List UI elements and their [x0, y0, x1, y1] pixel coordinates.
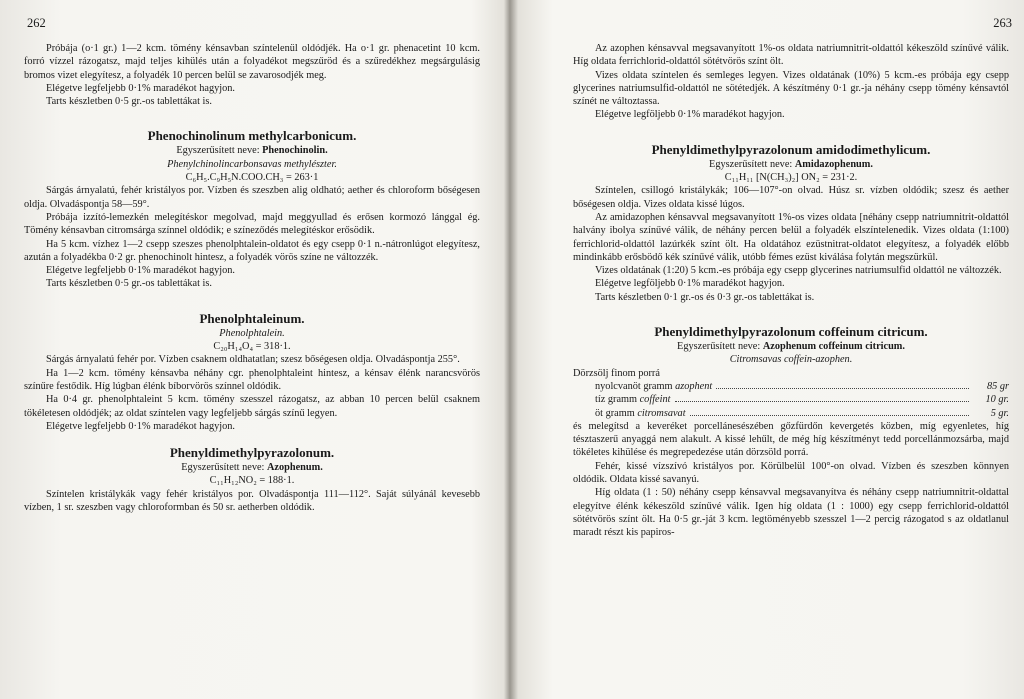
ingredient-line: tíz gramm coffeint 10 gr.: [595, 394, 1009, 406]
chemical-formula: C₁₁H₁₂NO₂ = 188·1.: [209, 475, 295, 487]
monograph-subtitle: Phenolphtalein.: [219, 327, 285, 339]
paragraph: Próbája izzító-lemezkén melegítéskor megolvad, majd meggyullad és erősen kormozó lánggal ég. Tömény kénsavban citromsárga színnel oldódik; e színeződés melegítéskor erősödik.: [24, 211, 480, 237]
paragraph: Sárgás árnyalatú fehér por. Vízben csaknem oldhatatlan; szesz bőségesen oldja. Olvadáspontja 255°.: [46, 354, 460, 366]
ingredient-line: nyolcvanöt gramm azophent 85 gr: [595, 380, 1009, 392]
paragraph: Híg oldata (1 : 50) néhány csepp kénsavval megsavanyítva és néhány csepp natriumnitrit-oldattal elegyítve élénk kékeszöld színűvé válik. Igen híg oldata (1 : 1000) egy csepp ferrichlorid-oldattól sötétvörös színt ölt. Ha 0·5 gr.-ját 3 kcm. legtöményebb szesszel 1—2 percig rázogatod s az oldatlanul maradt részt kis papiros-: [573, 487, 1009, 539]
monograph-title: Phenochinolinum methylcarbonicum.: [147, 128, 357, 144]
paragraph: Elégetve legfeljebb 0·1% maradékot hagyjon.: [46, 82, 235, 94]
monograph-title: Phenyldimethylpyrazolonum.: [169, 445, 335, 461]
page-number: 263: [993, 16, 1012, 30]
monograph-title: Phenyldimethylpyrazolonum amidodimethylicum.: [651, 141, 931, 157]
paragraph: Sárgás árnyalatú, fehér kristályos por. Vízben és szeszben alig oldható; aether és chloroform bőségesen oldja. Olvadáspontja 58—59°.: [24, 185, 480, 210]
paragraph: Tarts készletben 0·1 gr.-os és 0·3 gr.-os tablettákat is.: [595, 291, 815, 303]
paragraph: Dörzsölj finom porrá: [573, 367, 660, 379]
chemical-formula: C₂₀H₁₄O₄ = 318·1.: [213, 341, 291, 353]
paragraph: Vizes oldata színtelen és semleges legyen. Vizes oldatának (10%) 5 kcm.-es próbája egy csepp glycerines natriumsulfid-oldattól ne sötétedjék. A készítmény 0·1 gr.-ja néhány csepp tömény kénsavtól színét ne változtassa.: [573, 69, 1009, 108]
left-page-content: [24, 42, 480, 514]
paragraph: és melegítsd a keveréket porcellánesészében gőzfürdőn kevergetés közben, míg egyenletes, híg tésztaszerű anyaggá nem alakult. A kissé lehűlt, de még híg készítményt tedd porcellánmozsárba, majd tökéletes kihülése és megrepedezése után dörzsöld porrá.: [573, 420, 1009, 459]
paragraph: Ha 1—2 kcm. tömény kénsavba néhány cgr. phenolphtaleint hintesz, a kénsav élénk narancsvörös színűre festődik. Híg lúgban élénk bíborvörös színnel oldódik.: [24, 367, 480, 392]
right-page-content: [573, 42, 1009, 540]
paragraph: Elégetve legfeljebb 0·1% maradékot hagyjon.: [46, 265, 235, 277]
paragraph: Próbája (o·1 gr.) 1—2 kcm. tömény kénsavban színtelenül oldódjék. Ha o·1 gr. phenacetint 10 kcm. forró vízzel rázogatsz, majd teljes kihülés után a folyadékot megszűröd és a szűredékhez megsárgulásig bromos vizet elegyítesz, a folyadék 10 percen belül se zavarosodjék meg.: [24, 43, 480, 81]
paragraph: Az amidazophen kénsavval megsavanyított 1%-os vizes oldata [néhány csepp natriumnitrit-oldattól halvány ibolya színűvé válik, de néhány percen belül a folyadék elszíntelenedik. Vizes oldata (1:100) ferrichlorid-oldattól lazúrkék színt ölt. Ha oldatához ezüstnitrat-oldatot elegyítesz, a folyadék előbb mindinkább erősbödő kék színűvé válik, utóbb fémes ezüst kiválása folytán megszürkül.: [573, 211, 1009, 263]
simplified-name: Egyszerűsített neve: Azophenum coffeinum citricum.: [677, 341, 905, 353]
page-number: 262: [27, 16, 46, 30]
chemical-formula: C₆H₅.C₉H₅N.COO.CH₃ = 263·1: [185, 172, 319, 184]
paragraph: Színtelen, csillogó kristálykák; 106—107°-on olvad. Húsz sr. vízben oldódik; szesz és aether bőségesen oldja. Vizes oldata kissé lúgos.: [573, 185, 1009, 210]
monograph-subtitle: Citromsavas coffein-azophen.: [729, 354, 853, 366]
monograph-title: Phenolphtaleinum.: [199, 310, 305, 326]
ingredient-line: öt gramm citromsavat 5 gr.: [595, 407, 1009, 419]
paragraph: Ha 5 kcm. vízhez 1—2 csepp szeszes phenolphtalein-oldatot és egy csepp 0·1 n.-nátronlúgot elegyítesz, azután a folyadékba 0·2 gr. phenochinolt hintesz, a folyadék vörös színe ne változzék.: [24, 238, 480, 263]
monograph-subtitle: Phenylchinolincarbonsavas methylészter.: [167, 158, 337, 170]
paragraph: Ha 0·4 gr. phenolphtaleint 5 kcm. tömény szesszel rázogatsz, az abban 10 percen belül csaknem tökéletesen oldódjék; az oldat színtelen vagy legfeljebb sárgás színű legyen.: [24, 394, 480, 419]
paragraph: Vizes oldatának (1:20) 5 kcm.-es próbája egy csepp glycerines natriumsulfid oldattól ne változzék.: [595, 265, 1002, 277]
simplified-name: Egyszerűsített neve: Amidazophenum.: [709, 158, 873, 170]
simplified-name: Egyszerűsített neve: Azophenum.: [181, 462, 323, 474]
monograph-title: Phenyldimethylpyrazolonum coffeinum citricum.: [654, 324, 928, 340]
paragraph: Színtelen kristálykák vagy fehér kristályos por. Olvadáspontja 111—112°. Saját súlyánál kevesebb vízben, 1 sr. szeszben vagy chloroformban és 50 sr. aetherben oldódik.: [24, 488, 480, 514]
left-page: [0, 0, 505, 699]
chemical-formula: C₁₁H₁₁ [N(CH₃)₂] ON₂ = 231·2.: [724, 172, 858, 184]
paragraph: Elégetve legföljebb 0·1% maradékot hagyjon.: [595, 278, 785, 290]
simplified-name: Egyszerűsített neve: Phenochinolin.: [176, 145, 328, 157]
paragraph: Az azophen kénsavval megsavanyított 1%-os oldata natriumnitrit-oldattól kékeszöld színűvé válik. Híg oldata ferrichlorid-oldattól sötétvörös színt ölt.: [573, 43, 1009, 68]
paragraph: Fehér, kissé vízszívó kristályos por. Körülbelül 100°-on olvad. Vízben és szeszben könnyen oldódik. Oldata kissé savanyú.: [573, 460, 1009, 486]
paragraph: Tarts készletben 0·5 gr.-os tablettákat is.: [46, 96, 212, 108]
paragraph: Elégetve legföljebb 0·1% maradékot hagyjon.: [595, 109, 785, 121]
right-page: [515, 0, 1024, 699]
paragraph: Tarts készletben 0·5 gr.-os tablettákat is.: [46, 278, 212, 290]
paragraph: Elégetve legfeljebb 0·1% maradékot hagyjon.: [46, 420, 235, 432]
